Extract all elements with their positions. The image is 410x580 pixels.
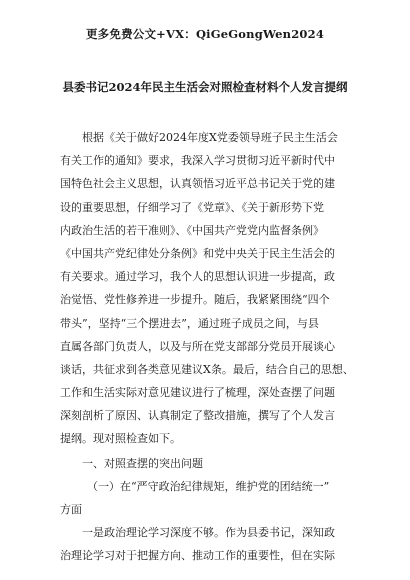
subsection-heading-continued: 方面: [60, 503, 82, 516]
paragraph-line: 直属各部门负责人，以及与所在党支部部分党员开展谈心: [60, 339, 335, 353]
paragraph-line: 设的重要思想，仔细学习了《党章》、《关于新形势下党: [60, 200, 324, 214]
paragraph-line: 深刻剖析了原因、认真制定了整改措施，撰写了个人发言: [60, 409, 335, 423]
paragraph-line: 《中国共产党纪律处分条例》和党中央关于民主生活会的: [60, 246, 335, 260]
paragraph-line: 工作和生活实际对意见建议进行了梳理，深处查摆了问题: [60, 386, 335, 400]
paragraph-line: 根据《关于做好2024年度X党委领导班子民主生活会: [82, 131, 338, 144]
paragraph-line: 有关要求。通过学习，我个人的思想认识进一步提高，政: [60, 270, 335, 284]
paragraph-line: 提纲。现对照检查如下。: [60, 432, 181, 446]
paragraph-line: 一是政治理论学习深度不够。作为县委书记，深知政: [82, 526, 335, 540]
paragraph-line: 治理论学习对于把握方向、推动工作的重要性，但在实际: [60, 549, 335, 563]
paragraph-line: 带头”，坚持“三个摆进去”，通过班子成员之间，与县: [60, 316, 319, 330]
document-body: [60, 126, 362, 568]
paragraph-line: 治觉悟、党性修养进一步提升。随后，我紧紧围绕“四个: [60, 293, 330, 307]
document-title: 县委书记2024年民主生活会对照检查材料个人发言提纲: [62, 80, 348, 94]
watermark-text: 更多免费公文+VX：QiGeGongWen2024: [85, 27, 325, 41]
section-heading: 一、对照查摆的突出问题: [82, 456, 203, 470]
paragraph-line: 谈话，共征求到各类意见建议X条。最后，结合自己的思想、: [60, 362, 354, 376]
paragraph-line: 有关工作的通知》要求，我深入学习贯彻习近平新时代中: [60, 154, 335, 168]
paragraph-line: 国特色社会主义思想，认真领悟习近平总书记关于党的建: [60, 177, 335, 191]
paragraph-line: 内政治生活的若干准则》、《中国共产党党内监督条例》: [60, 223, 324, 237]
subsection-heading: （一）在“严守政治纪律规矩，维护党的团结统一”: [87, 479, 330, 493]
